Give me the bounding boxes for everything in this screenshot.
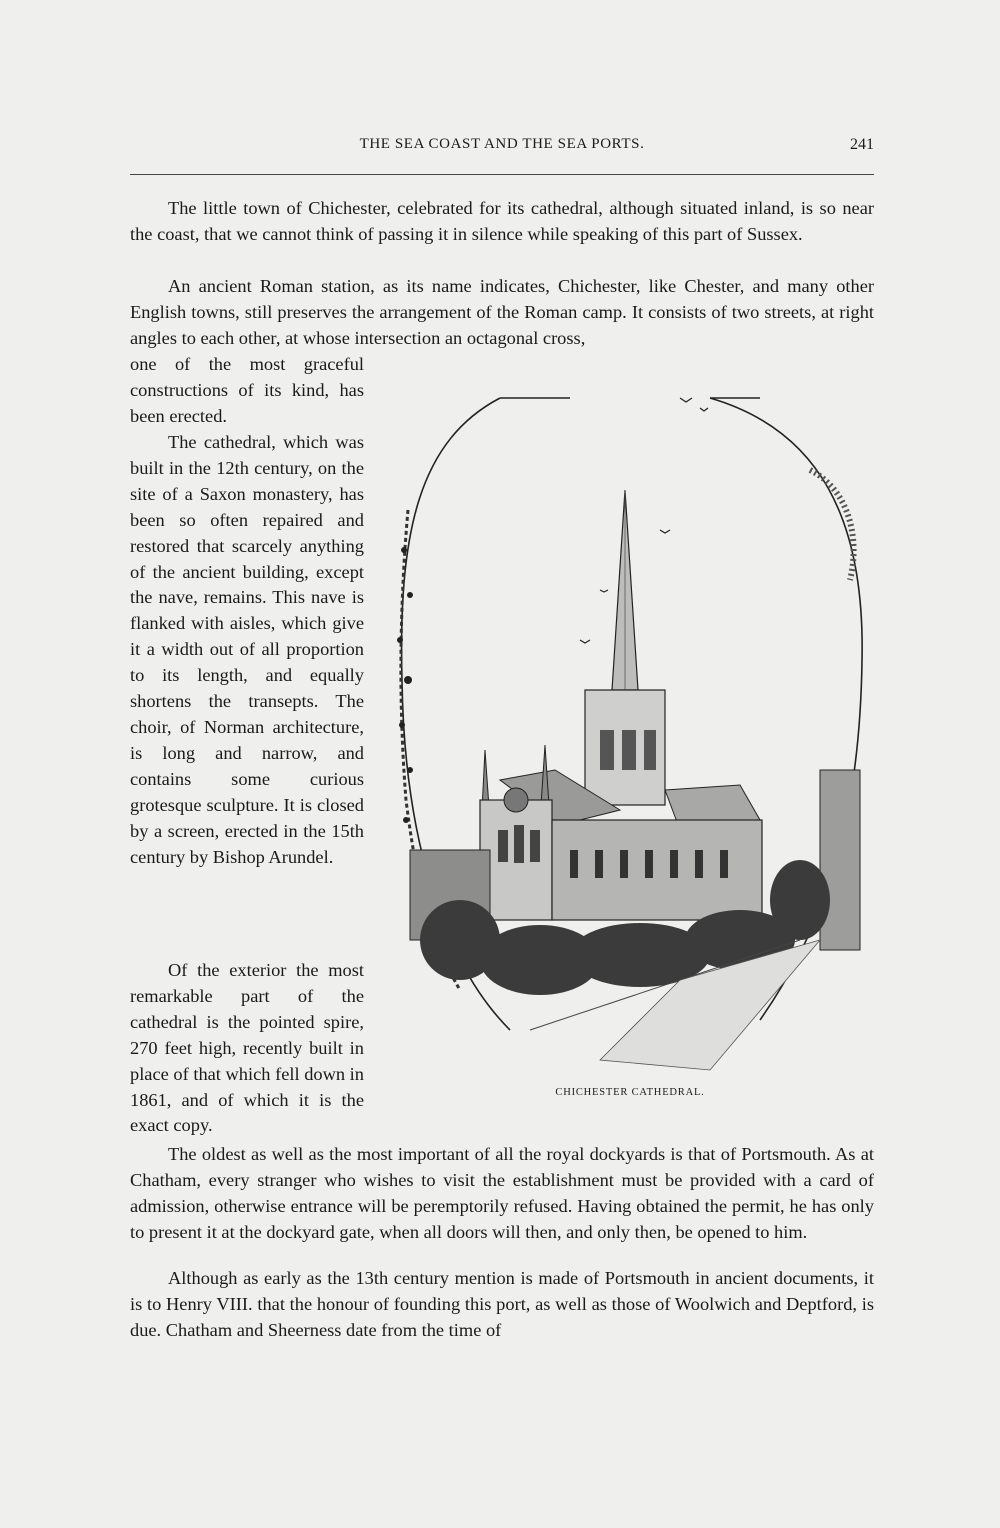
header-rule bbox=[130, 174, 874, 175]
paragraph-4: Of the exterior the most remarkable part of the cathedral is the pointed spire, 270 feet high, recently built in place of that which fell down in 1861, and of which it is the exact copy. bbox=[130, 960, 364, 1136]
paragraph-3: The cathedral, which was built in the 12th century, on the site of a Saxon monastery, has been so often repaired and restored that scarcely anything of the ancient building, except the nave, remains. This nave is flanked with aisles, which give it a width out of all proportion to its length, and equally shortens the transepts. The choir, of Norman architecture, is long and narrow, and contains some curious grotesque sculpture. It is closed by a screen, erected in the 15th century by Bishop Arundel. bbox=[130, 432, 364, 867]
paragraph-2: An ancient Roman station, as its name indicates, Chichester, like Chester, and many other English towns, still preserves the arrangement of the Roman camp. It consists of two streets, at right angles to each other, at whose intersection an octagonal cross, bbox=[130, 276, 874, 348]
page-header bbox=[130, 136, 874, 162]
cathedral-illustration bbox=[380, 380, 874, 1100]
running-title: THE SEA COAST AND THE SEA PORTS. bbox=[359, 136, 645, 152]
paragraph-6: Although as early as the 13th century mention is made of Portsmouth in ancient documents, it is to Henry VIII. that the honour of founding this port, as well as those of Woolwich and Deptford, is due. Chatham and Sheerness date from the time of bbox=[130, 1268, 874, 1340]
paragraph-1: The little town of Chichester, celebrated for its cathedral, although situated inland, is so near the coast, that we cannot think of passing it in silence while speaking of this part of Sussex. bbox=[130, 198, 874, 244]
figure-caption: CHICHESTER CATHEDRAL. bbox=[555, 1087, 705, 1098]
paragraph-2-continued: one of the most graceful constructions of its kind, has been erected. bbox=[130, 354, 364, 426]
page-number: 241 bbox=[850, 136, 874, 153]
cathedral-engraving bbox=[380, 380, 874, 1100]
paragraph-5: The oldest as well as the most important of all the royal dockyards is that of Portsmouth. As at Chatham, every stranger who wishes to visit the establishment must be provided with a card of admission, otherwise entrance will be peremptorily refused. Having obtained the permit, he has only to present it at the dockyard gate, when all doors will then, and only then, be opened to him. bbox=[130, 1144, 874, 1242]
